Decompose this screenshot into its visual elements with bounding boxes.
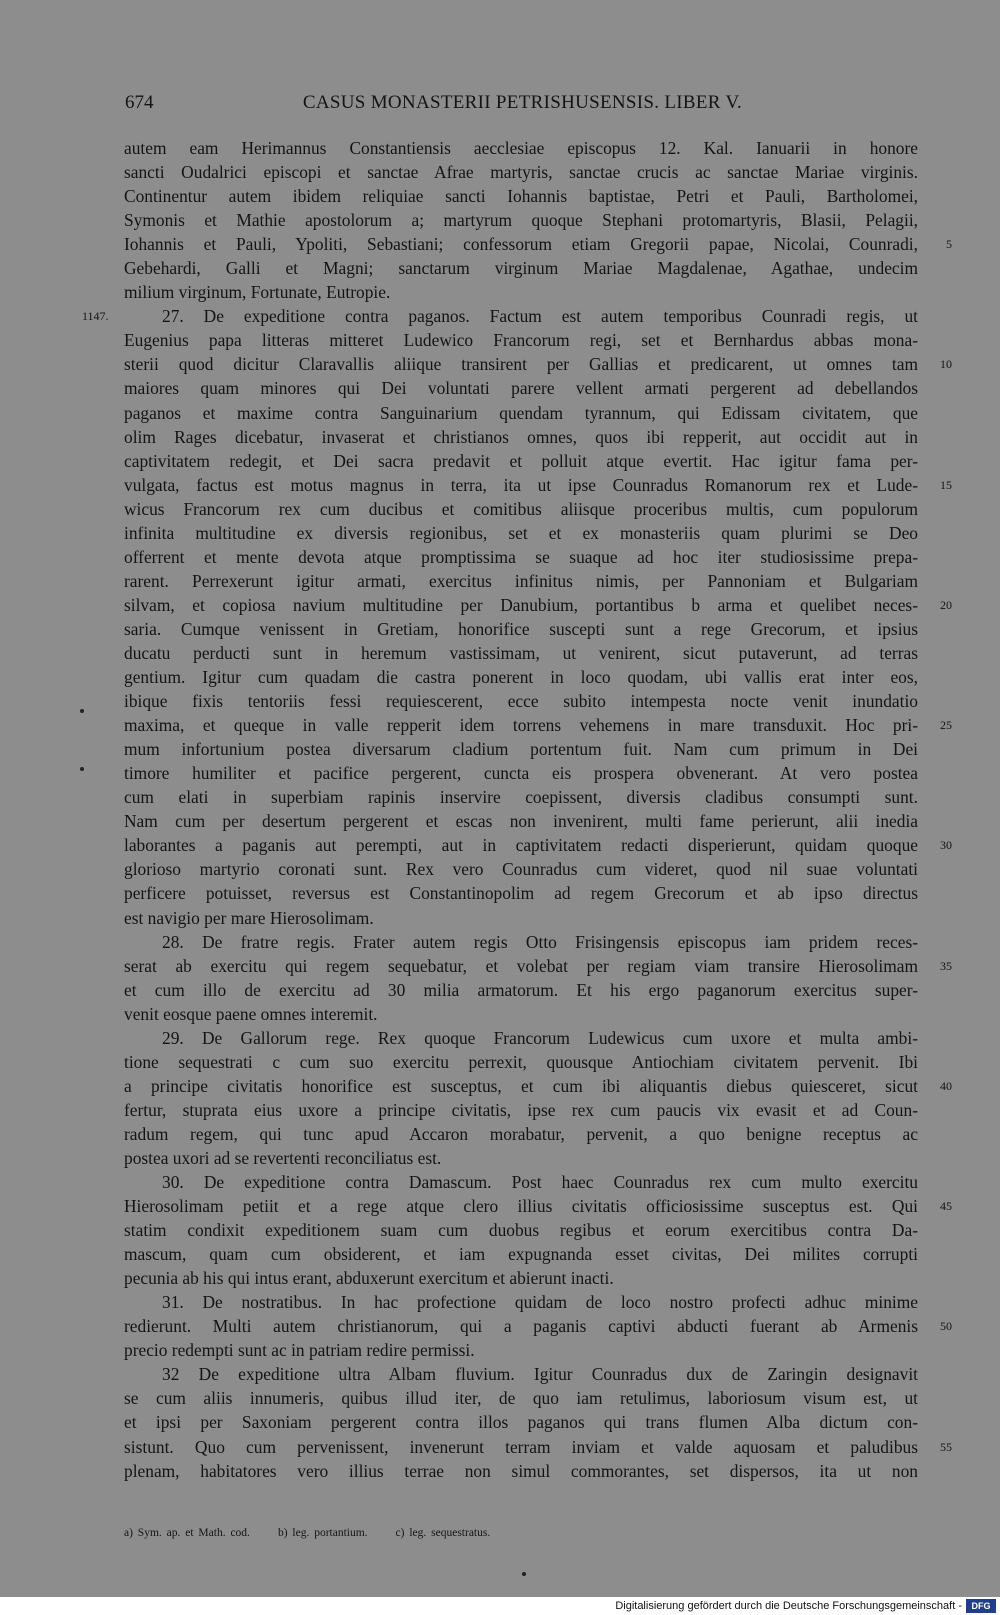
- text-line: [124, 1026, 918, 1050]
- text-line: [124, 497, 918, 521]
- line-text: 30. De expeditione contra Damascum. Post haec Counradus rex cum multo exercitu: [162, 1172, 918, 1193]
- text-line: [124, 1290, 918, 1314]
- line-text: vulgata, factus est motus magnus in terra, ita ut ipse Counradus Romanorum rex et Lude-: [124, 474, 918, 495]
- line-text: offerrent et mente devota atque promptissima se suaque ad hoc iter studiosissime prepa-: [124, 546, 918, 567]
- line-text: gentium. Igitur cum quadam die castra ponerent in loco quodam, ubi vallis erat inter eos,: [124, 667, 918, 688]
- running-title: CASUS MONASTERII PETRISHUSENSIS. LIBER V.: [302, 92, 743, 113]
- text-line: [124, 473, 952, 497]
- line-text: statim condixit expeditionem suam cum duobus regibus et eorum exercitibus contra Da-: [124, 1220, 918, 1241]
- line-text: redierunt. Multi autem christianorum, qui a paganis captivi abducti fuerant ab Armenis: [124, 1316, 918, 1337]
- line-text: mascum, quam cum obsiderent, et iam expugnanda esset civitas, Dei milites corrupti: [124, 1244, 918, 1265]
- line-text: Symonis et Mathie apostolorum a; martyrum quoque Stephani protomartyris, Blasii, Pelagii,: [124, 210, 918, 231]
- text-line: [124, 713, 952, 737]
- line-text: pecunia ab his qui intus erant, abduxerunt exercitum et abierunt inacti.: [124, 1268, 614, 1289]
- text-line: [124, 881, 918, 905]
- line-text: timore humiliter et pacifice pergerent, cuncta eis prospera obvenerant. At vero postea: [124, 763, 918, 784]
- line-text: saria. Cumque venissent in Gretiam, honorifice suscepti sunt a rege Grecorum, et ipsius: [124, 618, 918, 639]
- line-text: rarent. Perrexerunt igitur armati, exercitus infinitus nimis, per Pannoniam et Bulgariam: [124, 570, 918, 591]
- main-text: [82, 136, 952, 1483]
- text-line: [124, 857, 918, 881]
- line-number: 35: [940, 958, 952, 973]
- line-text: venit eosque paene omnes interemit.: [124, 1003, 378, 1024]
- footer-bar: [0, 1597, 1000, 1615]
- page-mark: [522, 1572, 526, 1576]
- line-text: et cum illo de exercitu ad 30 milia armatorum. Et his ergo paganorum exercitus super-: [124, 979, 918, 1000]
- page-number: 674: [125, 92, 154, 113]
- line-number: 50: [940, 1319, 952, 1334]
- line-number: 5: [946, 237, 952, 252]
- line-text: sterii quod dicitur Claravallis aliique transirent per Gallias et predicarent, ut omnes tam: [124, 354, 918, 375]
- text-line: [124, 617, 918, 641]
- line-text: ibique fixis tentoriis fessi requiescerent, ecce subito intempesta nocte venit inundatio: [124, 691, 918, 712]
- line-text: a principe civitatis honorifice est susceptus, et cum ibi aliquantis diebus quiesceret, sicut: [124, 1075, 918, 1096]
- text-line: [124, 569, 918, 593]
- line-text: wicus Francorum rex cum ducibus et comitibus aliisque proceribus multis, cum populorum: [124, 498, 918, 519]
- text-line: [124, 833, 952, 857]
- line-text: sancti Oudalrici episcopi et sanctae Afrae martyris, sanctae crucis ac sanctae Mariae virginis.: [124, 162, 918, 183]
- text-line: [124, 1386, 918, 1410]
- footnote: c) leg. sequestratus.: [395, 1527, 491, 1539]
- line-text: serat ab exercitu qui regem sequebatur, et volebat per regiam viam transire Hierosolimam: [124, 955, 918, 976]
- line-number: 20: [940, 597, 952, 612]
- footnotes: [124, 1527, 518, 1539]
- text-line: [124, 1338, 918, 1362]
- text-line: [124, 737, 918, 761]
- text-line: [124, 1050, 918, 1074]
- text-line: [124, 232, 952, 256]
- line-text: tione sequestrati c cum suo exercitu perrexit, quousque Antiochiam civitatem pervenit. Ibi: [124, 1051, 918, 1072]
- text-line: [124, 1410, 918, 1434]
- text-line: [124, 1098, 918, 1122]
- line-text: Eugenius papa litteras mitteret Ludewico Francorum regi, set et Bernhardus abbas mona-: [124, 330, 918, 351]
- text-line: [124, 401, 918, 425]
- text-line: [124, 160, 918, 184]
- line-text: glorioso martyrio coronati sunt. Rex vero Counradus cum videret, quod nil suae voluntati: [124, 859, 918, 880]
- text-line: [124, 1459, 918, 1483]
- margin-mark: [80, 767, 84, 771]
- line-number: 40: [940, 1078, 952, 1093]
- line-text: Hierosolimam petiit et a rege atque clero illius civitatis officiosissime susceptus est. Qui: [124, 1196, 918, 1217]
- text-line: [124, 785, 918, 809]
- line-text: postea uxori ad se revertenti reconciliatus est.: [124, 1147, 442, 1168]
- line-text: 32 De expeditione ultra Albam fluvium. Igitur Counradus dux de Zaringin designavit: [162, 1364, 918, 1385]
- dfg-logo: DFG: [966, 1599, 996, 1613]
- line-text: Iohannis et Pauli, Ypoliti, Sebastiani; confessorum etiam Gregorii papae, Nicolai, Counradi,: [124, 234, 918, 255]
- line-text: fertur, stuprata eius uxore a principe civitatis, ipse rex cum paucis vix evasit et ad Coun-: [124, 1099, 918, 1120]
- line-text: radum regem, qui tunc apud Accaron morabatur, pervenit, a quo benigne receptus ac: [124, 1123, 918, 1144]
- text-line: [124, 954, 952, 978]
- margin-year: 1147.: [82, 309, 109, 324]
- line-number: 45: [940, 1199, 952, 1214]
- text-line: [82, 304, 918, 328]
- line-text: et ipsi per Saxoniam pergerent contra illos paganos qui trans flumen Alba dictum con-: [124, 1412, 918, 1433]
- line-text: silvam, et copiosa navium multitudine per Danubium, portantibus b arma et quelibet neces-: [124, 594, 918, 615]
- line-number: 10: [940, 357, 952, 372]
- text-line: [124, 136, 918, 160]
- line-text: sistunt. Quo cum pervenissent, invenerunt terram inviam et valde aquosam et paludibus: [124, 1436, 918, 1457]
- text-line: [124, 665, 918, 689]
- line-text: autem eam Herimannus Constantiensis aecclesiae episcopus 12. Kal. Ianuarii in honore: [124, 138, 918, 158]
- line-text: est navigio per mare Hierosolimam.: [124, 907, 374, 928]
- line-text: Continentur autem ibidem reliquiae sancti Iohannis baptistae, Petri et Pauli, Bartholomei,: [124, 186, 918, 207]
- line-number: 15: [940, 477, 952, 492]
- text-line: [124, 689, 918, 713]
- footnote: b) leg. portantium.: [277, 1527, 368, 1539]
- text-line: [124, 1362, 918, 1386]
- line-text: ducatu perducti sunt in heremum vastissimam, ut venirent, sicut putaverunt, ad terras: [124, 642, 918, 663]
- text-line: [124, 256, 918, 280]
- text-line: [124, 184, 918, 208]
- footer-credit: Digitalisierung gefördert durch die Deutsche Forschungsgemeinschaft -: [615, 1600, 962, 1612]
- text-line: [124, 1074, 952, 1098]
- line-text: plenam, habitatores vero illius terrae non simul commorantes, set dispersos, ita ut non: [124, 1460, 918, 1481]
- text-line: [124, 449, 918, 473]
- text-line: [124, 1242, 918, 1266]
- line-text: cum elati in superbiam rapinis inservire coepissent, diversis cladibus consumpti sunt.: [124, 787, 918, 808]
- text-line: [124, 425, 918, 449]
- text-line: [124, 1194, 952, 1218]
- page-header: [125, 92, 920, 122]
- text-line: [124, 280, 918, 304]
- text-line: [124, 1435, 952, 1459]
- line-number: 30: [940, 838, 952, 853]
- text-line: [124, 809, 918, 833]
- text-line: [124, 1122, 918, 1146]
- text-line: [124, 328, 918, 352]
- text-line: [124, 545, 918, 569]
- line-text: laborantes a paganis aut perempti, aut in captivitatem redacti disperierunt, quidam quoque: [124, 835, 918, 856]
- text-line: [124, 352, 952, 376]
- line-text: captivitatem redegit, et Dei sacra predavit et polluit atque evertit. Hac igitur fama per-: [124, 450, 918, 471]
- text-line: [124, 1002, 918, 1026]
- text-line: [124, 593, 952, 617]
- line-text: paganos et maxime contra Sanguinarium quendam tyrannum, qui Edissam civitatem, que: [124, 402, 918, 423]
- text-line: [124, 906, 918, 930]
- text-line: [124, 641, 918, 665]
- line-text: 28. De fratre regis. Frater autem regis Otto Frisingensis episcopus iam pridem reces-: [162, 931, 918, 952]
- text-line: [124, 521, 918, 545]
- text-line: [124, 1146, 918, 1170]
- line-text: maxima, et queque in valle repperit idem torrens vehemens in mare transduxit. Hoc pri-: [124, 715, 918, 736]
- line-number: 25: [940, 718, 952, 733]
- line-text: se cum aliis innumeris, quibus illud iter, de quo iam retulimus, laboriosum visum est, ut: [124, 1388, 918, 1409]
- footnote: a) Sym. ap. et Math. cod.: [124, 1527, 250, 1539]
- text-line: [124, 1314, 952, 1338]
- text-line: [124, 978, 918, 1002]
- line-number: 55: [940, 1439, 952, 1454]
- text-line: [124, 930, 918, 954]
- line-text: perficere potuisset, reversus est Constantinopolim ad regem Grecorum et ab ipso directus: [124, 883, 918, 904]
- line-text: Nam cum per desertum pergerent et escas non invenirent, multi fame perierunt, alii inedia: [124, 811, 918, 832]
- line-text: 27. De expeditione contra paganos. Factum est autem temporibus Counradi regis, ut: [162, 306, 918, 327]
- text-line: [124, 1218, 918, 1242]
- line-text: mum infortunium postea diversarum cladium portentum fuit. Nam cum primum in Dei: [124, 739, 918, 760]
- line-text: 31. De nostratibus. In hac profectione quidam de loco nostro profecti adhuc minime: [162, 1292, 918, 1313]
- text-line: [124, 1170, 918, 1194]
- line-text: maiores quam minores qui Dei voluntati parere vellent armati pergerent ad debellandos: [124, 378, 918, 399]
- line-text: milium virginum, Fortunate, Eutropie.: [124, 282, 391, 303]
- line-text: precio redempti sunt ac in patriam redire permissi.: [124, 1340, 475, 1361]
- line-text: infinita multitudine ex diversis regionibus, set et ex monasteriis quam plurimi se Deo: [124, 522, 918, 543]
- line-text: 29. De Gallorum rege. Rex quoque Francorum Ludewicus cum uxore et multa ambi-: [162, 1027, 918, 1048]
- line-text: olim Rages dicebatur, invaserat et christianos omnes, quos ibi repperit, aut occidit aut in: [124, 426, 918, 447]
- margin-mark: [80, 709, 84, 713]
- text-line: [124, 761, 918, 785]
- text-line: [124, 1266, 918, 1290]
- text-line: [124, 376, 918, 400]
- line-text: Gebehardi, Galli et Magni; sanctarum virginum Mariae Magdalenae, Agathae, undecim: [124, 258, 918, 279]
- text-line: [124, 208, 918, 232]
